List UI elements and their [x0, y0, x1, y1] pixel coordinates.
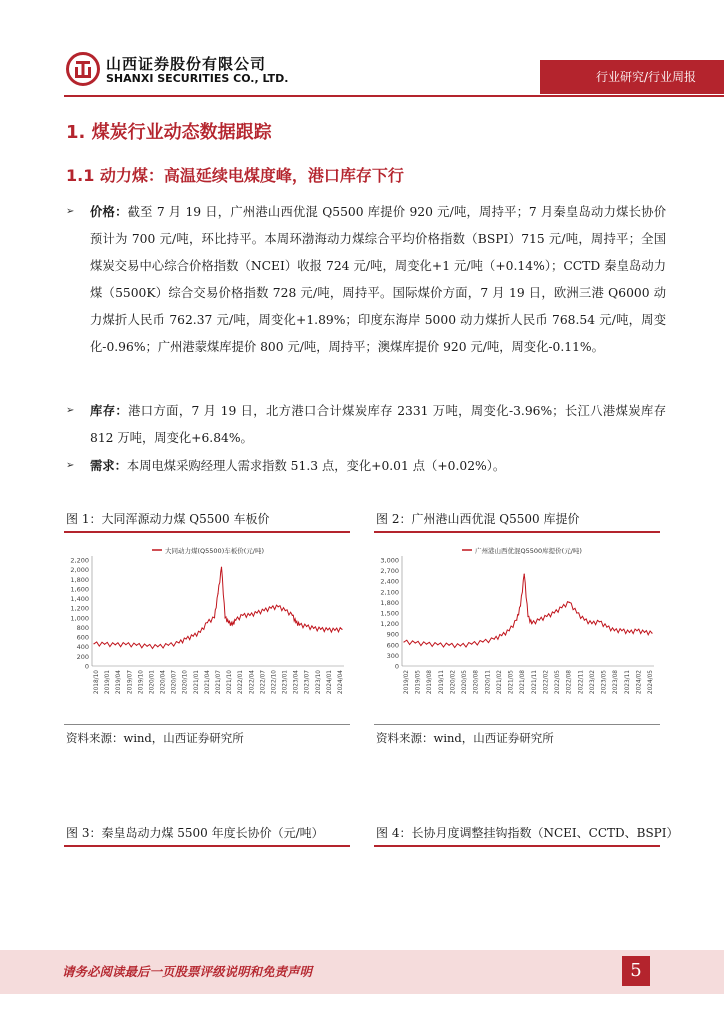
data-point: [193, 636, 194, 637]
company-logo-icon: [66, 52, 100, 86]
data-point: [157, 646, 158, 647]
x-tick-label: 2020/07: [171, 670, 178, 695]
disclaimer-link[interactable]: 请务必阅读最后一页股票评级说明和免责声明: [62, 964, 313, 979]
x-tick-label: 2023/04: [293, 670, 300, 695]
data-point: [207, 622, 208, 623]
x-tick-label: 2024/02: [636, 670, 643, 695]
data-point: [599, 621, 600, 622]
y-tick-label: 2,000: [70, 566, 89, 575]
data-point: [200, 632, 201, 633]
figure-4-title: 图 4：长协月度调整挂钩指数（NCEI、CCTD、BSPI）: [376, 826, 679, 840]
x-tick-label: 2021/10: [227, 670, 234, 695]
x-tick-label: 2021/01: [193, 670, 200, 695]
data-point: [285, 610, 286, 611]
figure-3-title: 图 3：秦皇岛动力煤 5500 年度长协价（元/吨）: [66, 826, 324, 840]
y-tick-label: 600: [76, 633, 89, 642]
x-tick-label: 2023/02: [589, 670, 596, 695]
data-point: [494, 639, 495, 640]
data-point: [629, 632, 630, 633]
data-point: [403, 641, 404, 642]
y-tick-label: 1,800: [70, 575, 89, 584]
data-point: [232, 624, 233, 625]
data-point: [278, 606, 279, 607]
data-point: [217, 593, 218, 594]
y-tick-label: 200: [76, 652, 89, 661]
x-tick-label: 2022/04: [249, 670, 256, 695]
page-header: [0, 0, 724, 100]
y-tick-label: 600: [386, 641, 399, 650]
data-point: [186, 638, 187, 639]
figure-2-bottom-rule: [374, 724, 660, 725]
x-tick-label: 2022/07: [260, 670, 267, 695]
x-tick-label: 2022/05: [555, 670, 562, 695]
x-tick-label: 2023/11: [624, 670, 631, 695]
y-tick-label: 1,200: [380, 620, 399, 629]
figure-1-bottom-rule: [64, 724, 350, 725]
data-point: [313, 628, 314, 629]
bullet-label: 需求：: [90, 458, 127, 473]
data-point: [591, 623, 592, 624]
data-point: [341, 629, 342, 630]
x-tick-label: 2019/07: [127, 670, 134, 695]
data-point: [115, 644, 116, 645]
figure-2-rule: [374, 531, 660, 533]
data-point: [509, 630, 510, 631]
company-name-en: SHANXI SECURITIES CO., LTD.: [106, 72, 289, 85]
figure-1-chart: [62, 538, 352, 710]
data-point: [460, 645, 461, 646]
data-point: [614, 630, 615, 631]
figure-3-rule: [64, 845, 350, 847]
data-point: [292, 615, 293, 616]
y-tick-label: 1,500: [380, 609, 399, 618]
data-point: [242, 615, 243, 616]
x-tick-label: 2019/11: [438, 670, 445, 695]
data-point: [471, 644, 472, 645]
x-tick-label: 2019/01: [105, 670, 112, 695]
bullet-text: 本周电煤采购经理人需求指数 51.3 点，变化+0.01 点（+0.02%）。: [126, 459, 506, 473]
data-point: [178, 642, 179, 643]
y-tick-label: 0: [394, 662, 399, 671]
data-point: [516, 620, 517, 621]
y-tick-label: 1,000: [70, 614, 89, 623]
data-point: [561, 607, 562, 608]
x-tick-label: 2024/04: [338, 670, 344, 695]
data-point: [225, 617, 226, 618]
x-tick-label: 2021/07: [216, 670, 222, 695]
data-point: [437, 644, 438, 645]
x-tick-label: 2022/01: [238, 670, 245, 695]
report-type-tag: 行业研究/行业周报: [540, 60, 724, 94]
data-point: [524, 574, 525, 575]
data-point: [264, 610, 265, 611]
chart-2-svg: [372, 538, 662, 710]
x-tick-label: 2023/08: [613, 670, 620, 695]
data-point: [249, 615, 250, 616]
x-tick-label: 2020/02: [450, 670, 457, 695]
figure-2-chart: [372, 538, 662, 710]
page-number: 5: [622, 956, 650, 986]
subsection-heading: 1.1 动力煤：高温延续电煤度峰，港口库存下行: [66, 166, 404, 185]
data-point: [531, 623, 532, 624]
y-tick-label: 2,200: [70, 556, 89, 565]
bullet-demand: [66, 452, 666, 480]
data-point: [569, 602, 570, 603]
data-point: [221, 567, 222, 568]
y-tick-label: 2,700: [380, 567, 399, 576]
series-line: [94, 567, 342, 648]
x-tick-label: 2019/05: [415, 670, 422, 695]
y-tick-label: 800: [76, 623, 89, 632]
x-tick-label: 2022/10: [271, 670, 278, 695]
data-point: [334, 630, 335, 631]
y-tick-label: 1,600: [70, 585, 89, 594]
x-tick-label: 2023/01: [282, 670, 289, 695]
data-point: [136, 645, 137, 646]
figure-1-title: 图 1：大同浑源动力煤 Q5500 车板价: [66, 512, 270, 526]
y-tick-label: 900: [386, 630, 399, 639]
arrow-bullet-icon: ➢: [66, 460, 75, 471]
x-tick-label: 2021/05: [508, 670, 515, 695]
data-point: [327, 629, 328, 630]
data-point: [449, 645, 450, 646]
x-tick-label: 2022/08: [566, 670, 573, 695]
data-point: [546, 616, 547, 617]
data-point: [621, 630, 622, 631]
legend-label: 广州港山西优混Q5500库提价(元/吨): [475, 547, 582, 555]
section-heading: 1. 煤炭行业动态数据跟踪: [66, 122, 272, 143]
data-point: [168, 645, 169, 646]
data-point: [651, 633, 652, 634]
y-tick-label: 2,100: [380, 588, 399, 597]
x-tick-label: 2021/08: [520, 670, 527, 695]
x-tick-label: 2021/02: [496, 670, 503, 695]
data-point: [256, 612, 257, 613]
x-tick-label: 2023/05: [601, 670, 608, 695]
figure-2-source: 资料来源：wind，山西证券研究所: [376, 731, 554, 745]
figure-1-source: 资料来源：wind，山西证券研究所: [66, 731, 244, 745]
x-tick-label: 2020/01: [149, 670, 156, 695]
data-point: [482, 641, 483, 642]
x-tick-label: 2019/04: [116, 670, 123, 695]
data-point: [306, 626, 307, 627]
data-point: [501, 635, 502, 636]
data-point: [606, 627, 607, 628]
x-tick-label: 2024/05: [648, 670, 654, 695]
x-tick-label: 2020/08: [473, 670, 480, 695]
arrow-bullet-icon: ➢: [66, 405, 75, 416]
y-tick-label: 400: [76, 643, 89, 652]
figure-1-rule: [64, 531, 350, 533]
data-point: [576, 612, 577, 613]
data-point: [228, 622, 229, 623]
data-point: [214, 617, 215, 618]
data-point: [235, 620, 236, 621]
x-tick-label: 2020/11: [485, 670, 492, 695]
bullet-text: 港口方面，7 月 19 日，北方港口合计煤炭库存 2331 万吨，周变化-3.96%；长江八港煤炭库存 812 万吨，周变化+6.84%。: [90, 404, 666, 445]
data-point: [527, 616, 528, 617]
x-tick-label: 2022/11: [578, 670, 585, 695]
x-tick-label: 2020/10: [182, 670, 189, 695]
bullet-price: [66, 198, 666, 361]
x-tick-label: 2021/11: [531, 670, 538, 695]
x-tick-label: 2023/07: [304, 670, 311, 695]
x-tick-label: 2023/10: [315, 670, 322, 695]
y-tick-label: 3,000: [380, 556, 399, 565]
data-point: [299, 624, 300, 625]
data-point: [271, 608, 272, 609]
bullet-text: 截至 7 月 19 日，广州港山西优混 Q5500 库提价 920 元/吨，周持平；7 月秦皇岛动力煤长协价预计为 700 元/吨，环比持平。本周环渤海动力煤综合平均价格指数（BSPI）715 元/吨，周持平；全国煤炭交易中心综合价格指数（NCEI）收报 724 元/吨，周变化+1 元/吨（+0.14%）；CCTD 秦皇岛动力煤（5500K）综合交易价格指数 728 元/吨，周持平。国际煤价方面，7 月 19 日，欧洲三港 Q6000 动力煤折人民币 762.37 元/吨，周变化+1.89%；印度东海岸 5000 动力煤折人民币 768.54 元/吨，周变化-0.96%；广州港蒙煤库提价 800 元/吨，周持平；澳煤库提价 920 元/吨，周变化-0.11%。: [90, 205, 666, 354]
data-point: [320, 629, 321, 630]
company-name-cn: 山西证券股份有限公司: [106, 55, 267, 73]
data-point: [426, 644, 427, 645]
chart-1-svg: [62, 538, 352, 710]
data-point: [93, 643, 94, 644]
x-tick-label: 2018/10: [94, 670, 100, 695]
y-tick-label: 1,400: [70, 595, 89, 604]
data-point: [554, 612, 555, 613]
y-tick-label: 2,400: [380, 577, 399, 586]
data-point: [520, 605, 521, 606]
x-tick-label: 2020/05: [462, 670, 469, 695]
y-tick-label: 1,800: [380, 598, 399, 607]
data-point: [636, 630, 637, 631]
figure-2-title: 图 2：广州港山西优混 Q5500 库提价: [376, 512, 580, 526]
header-divider: [64, 95, 724, 97]
data-point: [584, 620, 585, 621]
data-point: [104, 644, 105, 645]
data-point: [415, 642, 416, 643]
x-tick-label: 2019/02: [404, 670, 410, 695]
x-tick-label: 2024/01: [326, 670, 333, 695]
data-point: [539, 620, 540, 621]
x-tick-label: 2021/04: [204, 670, 211, 695]
data-point: [644, 632, 645, 633]
x-tick-label: 2020/04: [160, 670, 167, 695]
data-point: [295, 622, 296, 623]
bullet-inventory: [66, 397, 666, 452]
y-tick-label: 0: [84, 662, 89, 671]
x-tick-label: 2022/02: [543, 670, 550, 695]
series-line: [404, 574, 652, 647]
data-point: [147, 646, 148, 647]
data-point: [125, 644, 126, 645]
arrow-bullet-icon: ➢: [66, 206, 75, 217]
x-tick-label: 2019/08: [427, 670, 434, 695]
x-tick-label: 2019/10: [138, 670, 145, 695]
figure-4-rule: [374, 845, 660, 847]
y-tick-label: 1,200: [70, 604, 89, 613]
bullet-label: 库存：: [90, 403, 129, 418]
bullet-label: 价格：: [90, 204, 128, 219]
legend-label: 大同动力煤(Q5500)车板价(元/吨): [165, 547, 264, 555]
y-tick-label: 300: [386, 651, 399, 660]
